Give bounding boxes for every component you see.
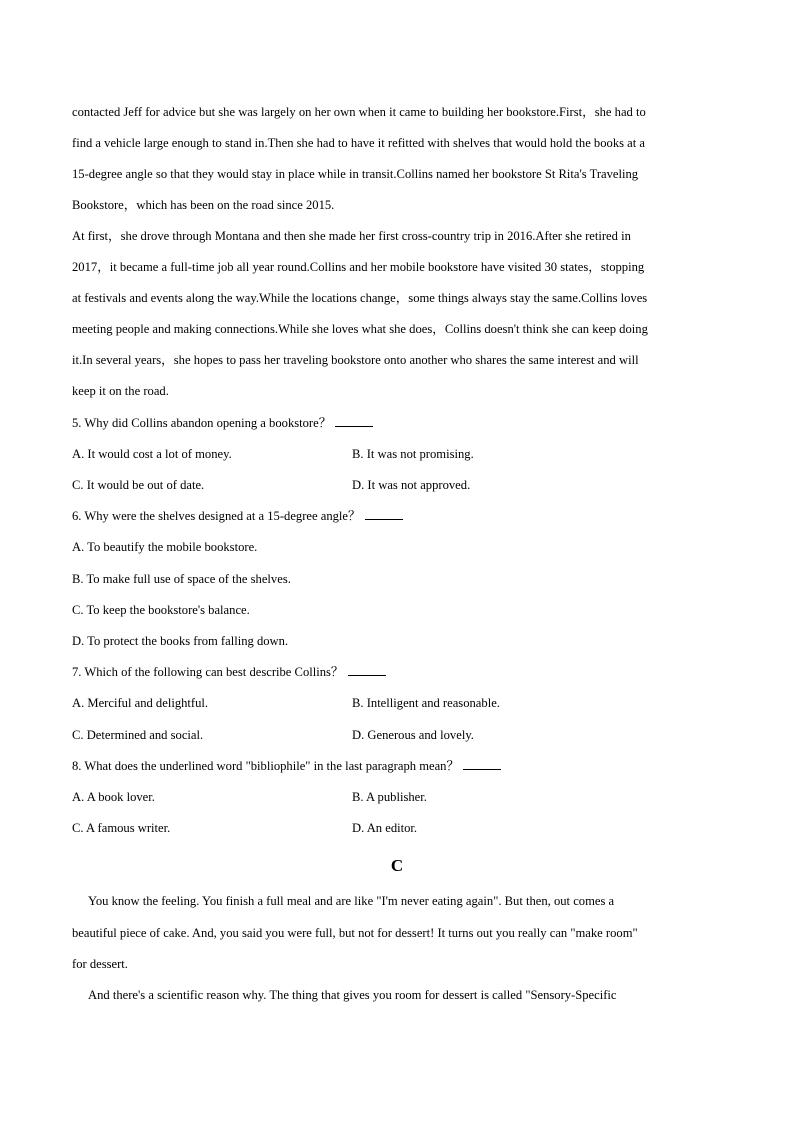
passage-b-line: contacted Jeff for advice but she was largely on her own when it came to building her bookstore.First，she had to [72, 105, 646, 119]
passage-b-line: at festivals and events along the way.While the locations change，some things always stay the same.Collins loves [72, 291, 648, 305]
answer-blank [335, 415, 373, 427]
question-5-option-d[interactable]: D. It was not approved. [352, 478, 471, 492]
question-6-option-c[interactable]: C. To keep the bookstore's balance. [72, 603, 250, 617]
passage-b-line: meeting people and making connections.While she loves what she does，Collins doesn't think she can keep doing [72, 322, 648, 336]
passage-c-line: And there's a scientific reason why. The thing that gives you room for dessert is called "Sensory-Specific [88, 988, 617, 1002]
question-7-option-a[interactable]: A. Merciful and delightful. [72, 696, 209, 710]
passage-b-line: it.In several years，she hopes to pass her traveling bookstore onto another who shares the same interest and will [72, 353, 639, 367]
question-7-option-b[interactable]: B. Intelligent and reasonable. [352, 696, 500, 710]
question-6-stem: 6. Why were the shelves designed at a 15-degree angle？ [72, 507, 403, 525]
question-6-option-a[interactable]: A. To beautify the mobile bookstore. [72, 540, 258, 554]
question-6-option-b[interactable]: B. To make full use of space of the shelves. [72, 572, 291, 586]
passage-b-line: 15-degree angle so that they would stay in place while in transit.Collins named her bookstore St Rita's Traveling [72, 167, 639, 181]
question-8-option-c[interactable]: C. A famous writer. [72, 821, 171, 835]
passage-c-line: for dessert. [72, 957, 128, 971]
question-6-option-d[interactable]: D. To protect the books from falling down. [72, 634, 289, 648]
passage-b-line: Bookstore，which has been on the road since 2015. [72, 198, 335, 212]
question-8-stem: 8. What does the underlined word "bibliophile" in the last paragraph mean？ [72, 757, 501, 775]
question-8-option-b[interactable]: B. A publisher. [352, 790, 427, 804]
passage-b-line: 2017，it became a full-time job all year round.Collins and her mobile bookstore have visited 30 states，stopping [72, 260, 645, 274]
question-8-option-d[interactable]: D. An editor. [352, 821, 418, 835]
answer-blank [348, 664, 386, 676]
question-5-option-c[interactable]: C. It would be out of date. [72, 478, 205, 492]
answer-blank [365, 508, 403, 520]
passage-c-line: beautiful piece of cake. And, you said you were full, but not for dessert! It turns out you really can "make room" [72, 926, 638, 940]
passage-b-line: find a vehicle large enough to stand in.Then she had to have it refitted with shelves that would hold the books at a [72, 136, 645, 150]
question-7-option-d[interactable]: D. Generous and lovely. [352, 728, 474, 742]
section-c-title: C [390, 856, 404, 875]
question-5-option-a[interactable]: A. It would cost a lot of money. [72, 447, 232, 461]
question-5-stem: 5. Why did Collins abandon opening a bookstore？ [72, 414, 373, 432]
question-7-option-c[interactable]: C. Determined and social. [72, 728, 204, 742]
answer-blank [463, 758, 501, 770]
question-7-stem: 7. Which of the following can best describe Collins？ [72, 663, 386, 681]
question-5-option-b[interactable]: B. It was not promising. [352, 447, 474, 461]
passage-c-line: You know the feeling. You finish a full meal and are like "I'm never eating again". But then, out comes a [88, 894, 615, 908]
passage-b-line: keep it on the road. [72, 384, 169, 398]
passage-b-line: At first，she drove through Montana and then she made her first cross-country trip in 2016.After she retired in [72, 229, 631, 243]
question-8-option-a[interactable]: A. A book lover. [72, 790, 155, 804]
